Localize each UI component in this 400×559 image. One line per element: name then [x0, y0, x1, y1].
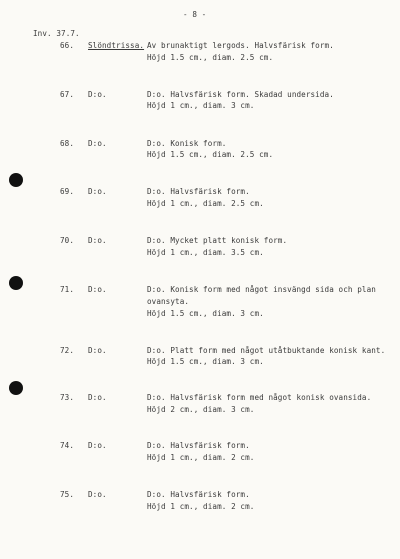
entry-number: 73.: [60, 393, 75, 402]
entry-description: D:o. Halvsfärisk form.: [147, 441, 250, 450]
entry-number: 67.: [60, 90, 75, 99]
entry-description: Av brunaktigt lergods. Halvsfärisk form.: [147, 41, 334, 50]
entry-site: D:o.: [88, 90, 107, 99]
entry-measurements: Höjd 1.5 cm., diam. 2.5 cm.: [147, 53, 274, 62]
entry-site: Slöndtrissa.: [88, 41, 145, 50]
entry-number: 74.: [60, 441, 75, 450]
entry-description: D:o. Halvsfärisk form.: [147, 490, 250, 499]
entry-description-cont: ovansyta.: [147, 297, 190, 306]
entry-number: 66.: [60, 41, 75, 50]
entry-description: D:o. Mycket platt konisk form.: [147, 236, 288, 245]
punch-hole: [9, 276, 23, 290]
entry-number: 68.: [60, 139, 75, 148]
entry-site: D:o.: [88, 139, 107, 148]
entry-site: D:o.: [88, 441, 107, 450]
entry-description: D:o. Konisk form.: [147, 139, 227, 148]
entry-description: D:o. Halvsfärisk form med något konisk ovansida.: [147, 393, 372, 402]
entry-site: D:o.: [88, 236, 107, 245]
entry-number: 71.: [60, 285, 75, 294]
entry-measurements: Höjd 1 cm., diam. 2 cm.: [147, 502, 255, 511]
entry-description: D:o. Konisk form med något insvängd sida och plan: [147, 285, 376, 294]
entry-site: D:o.: [88, 187, 107, 196]
entry-site: D:o.: [88, 285, 107, 294]
punch-hole: [9, 381, 23, 395]
entry-description: D:o. Halvsfärisk form. Skadad undersida.: [147, 90, 334, 99]
punch-hole: [9, 173, 23, 187]
entry-measurements: Höjd 1 cm., diam. 3.5 cm.: [147, 248, 264, 257]
entry-site: D:o.: [88, 393, 107, 402]
entry-number: 70.: [60, 236, 75, 245]
entry-site: D:o.: [88, 490, 107, 499]
page-number: - 8 -: [183, 10, 207, 19]
entry-description: D:o. Platt form med något utåtbuktande konisk kant.: [147, 346, 386, 355]
entry-number: 72.: [60, 346, 75, 355]
entry-number: 69.: [60, 187, 75, 196]
entry-measurements: Höjd 1 cm., diam. 2 cm.: [147, 453, 255, 462]
entry-measurements: Höjd 1 cm., diam. 2.5 cm.: [147, 199, 264, 208]
entry-measurements: Höjd 1.5 cm., diam. 3 cm.: [147, 357, 264, 366]
inventory-number: Inv. 37.7.: [33, 29, 80, 38]
entry-site: D:o.: [88, 346, 107, 355]
entry-description: D:o. Halvsfärisk form.: [147, 187, 250, 196]
entry-measurements: Höjd 1.5 cm., diam. 2.5 cm.: [147, 150, 274, 159]
entry-measurements: Höjd 1 cm., diam. 3 cm.: [147, 101, 255, 110]
entry-number: 75.: [60, 490, 75, 499]
entry-measurements: Höjd 2 cm., diam. 3 cm.: [147, 405, 255, 414]
entry-measurements: Höjd 1.5 cm., diam. 3 cm.: [147, 309, 264, 318]
